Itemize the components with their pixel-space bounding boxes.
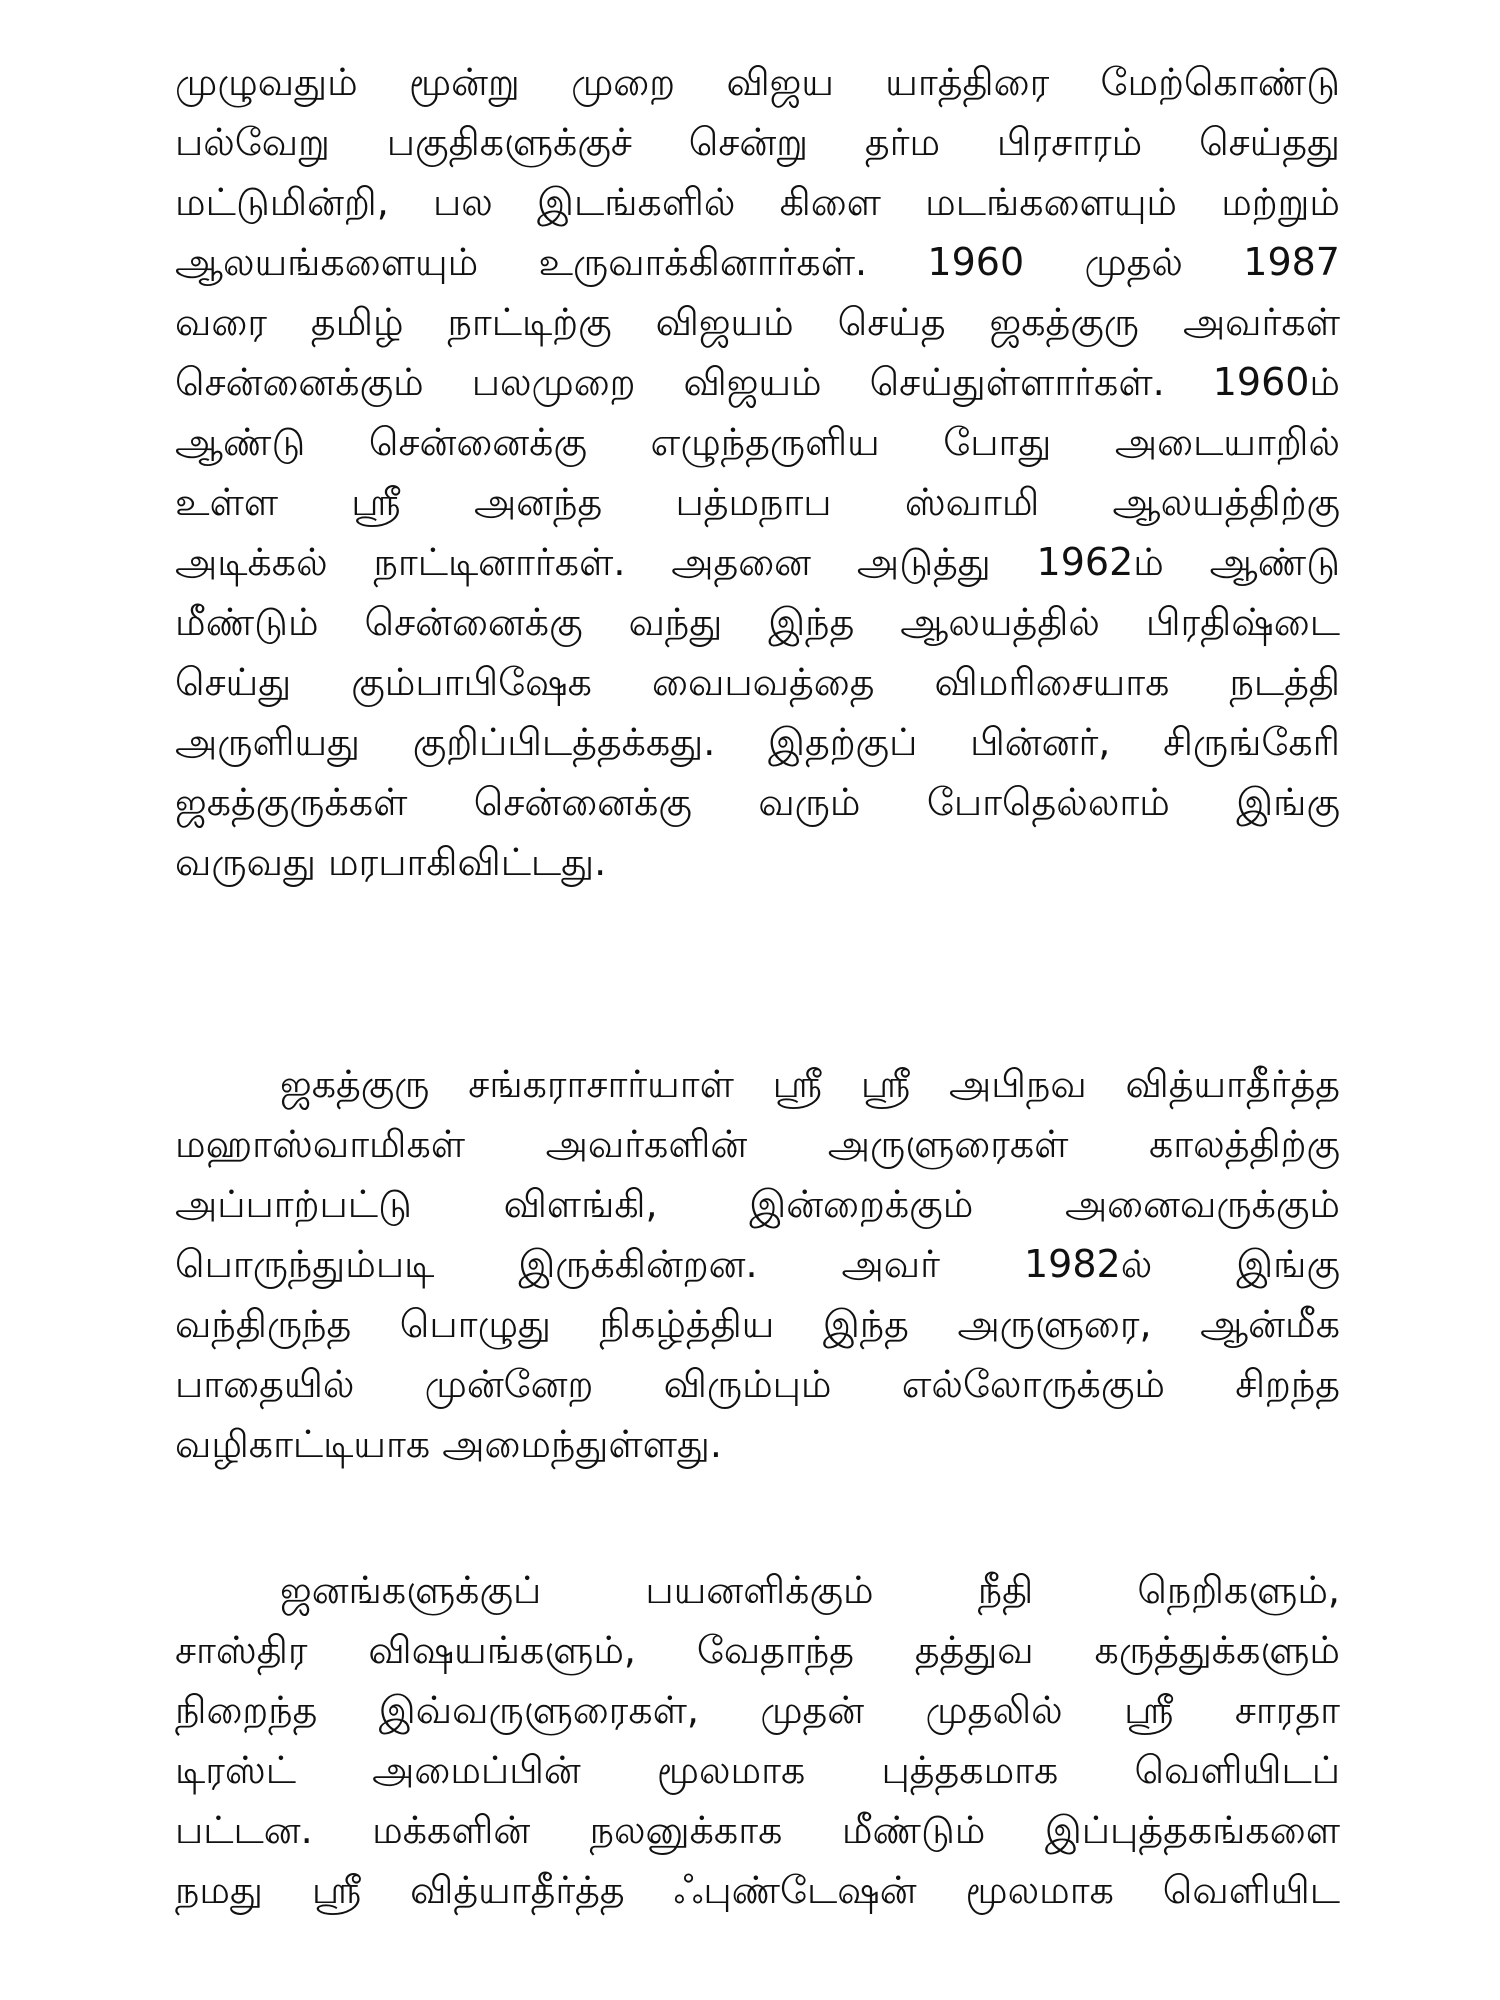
text-line: டிரஸ்ட் அமைப்பின் மூலமாக புத்தகமாக வெளியிடப் [175,1748,1340,1792]
text-line: வருவது மரபாகிவிட்டது. [175,840,607,884]
text-line: ஆண்டு சென்னைக்கு எழுந்தருளிய போது அடையாறில் [175,420,1340,464]
text-line: ஜகத்குரு சங்கராசார்யாள் ஸ்ரீ ஸ்ரீ அபிநவ வித்யாதீர்த்த [280,1062,1340,1106]
paragraph-1 [175,52,1340,892]
text-line: ஜனங்களுக்குப் பயனளிக்கும் நீதி நெறிகளும், [280,1568,1340,1612]
text-line: பொருந்தும்படி இருக்கின்றன. அவர் 1982ல் இங்கு [175,1242,1340,1286]
text-line: உள்ள ஸ்ரீ அனந்த பத்மநாப ஸ்வாமி ஆலயத்திற்கு [175,480,1340,524]
text-line: வழிகாட்டியாக அமைந்துள்ளது. [175,1422,722,1466]
text-line: சாஸ்திர விஷயங்களும், வேதாந்த தத்துவ கருத்துக்களும் [175,1628,1340,1672]
text-line: மீண்டும் சென்னைக்கு வந்து இந்த ஆலயத்தில் பிரதிஷ்டை [175,600,1340,644]
text-line: சென்னைக்கும் பலமுறை விஜயம் செய்துள்ளார்கள். 1960ம் [175,360,1340,404]
text-line: ஜகத்குருக்கள் சென்னைக்கு வரும் போதெல்லாம் இங்கு [175,780,1340,824]
text-line: பாதையில் முன்னேற விரும்பும் எல்லோருக்கும் சிறந்த [175,1362,1340,1406]
text-line: அடிக்கல் நாட்டினார்கள். அதனை அடுத்து 1962ம் ஆண்டு [175,540,1340,584]
text-line: மட்டுமின்றி, பல இடங்களில் கிளை மடங்களையும் மற்றும் [175,180,1340,224]
text-line: மஹாஸ்வாமிகள் அவர்களின் அருளுரைகள் காலத்திற்கு [175,1122,1340,1166]
text-line: பட்டன. மக்களின் நலனுக்காக மீண்டும் இப்புத்தகங்களை [175,1808,1340,1852]
text-line: ஆலயங்களையும் உருவாக்கினார்கள். 1960 முதல் 1987 [175,240,1340,284]
text-line: அப்பாற்பட்டு விளங்கி, இன்றைக்கும் அனைவருக்கும் [175,1182,1340,1226]
text-line: வரை தமிழ் நாட்டிற்கு விஜயம் செய்த ஜகத்குரு அவர்கள் [175,300,1340,344]
paragraph-2 [175,1054,1340,1474]
text-line: பல்வேறு பகுதிகளுக்குச் சென்று தர்ம பிரசாரம் செய்தது [175,120,1340,164]
text-line: செய்து கும்பாபிஷேக வைபவத்தை விமரிசையாக நடத்தி [175,660,1340,704]
text-line: வந்திருந்த பொழுது நிகழ்த்திய இந்த அருளுரை, ஆன்மீக [175,1302,1340,1346]
text-line: முழுவதும் மூன்று முறை விஜய யாத்திரை மேற்கொண்டு [175,60,1340,104]
text-line: நிறைந்த இவ்வருளுரைகள், முதன் முதலில் ஸ்ரீ சாரதா [175,1688,1340,1732]
text-line: நமது ஸ்ரீ வித்யாதீர்த்த ஃபுண்டேஷன் மூலமாக வெளியிட [175,1868,1340,1912]
text-line: அருளியது குறிப்பிடத்தக்கது. இதற்குப் பின்னர், சிருங்கேரி [175,720,1340,764]
paragraph-3 [175,1560,1340,1920]
